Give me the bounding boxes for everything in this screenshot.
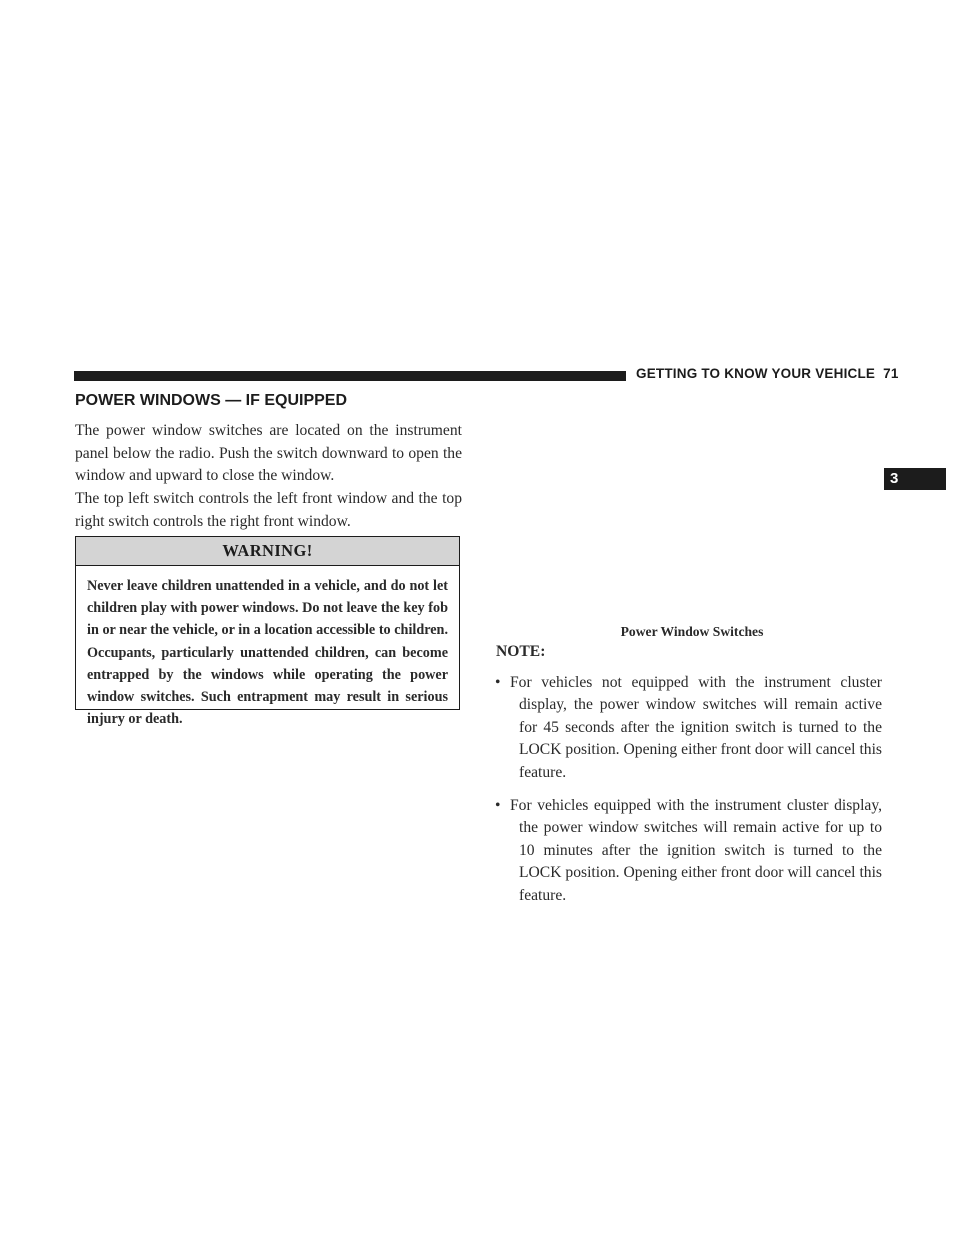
body-paragraph: The power window switches are located on the instrument panel below the radio. Push the switch downward to open the window and upward to close the window. — [75, 422, 462, 484]
warning-box — [75, 536, 460, 728]
chapter-title: GETTING TO KNOW YOUR VEHICLE — [636, 366, 876, 381]
note-label: NOTE: — [496, 643, 546, 660]
running-header — [636, 366, 899, 381]
list-item-text: For vehicles not equipped with the instrument cluster display, the power window switches will remain active for 45 seconds after the ignition switch is turned to the LOCK position. Opening either front door will cancel this feature. — [510, 674, 882, 781]
list-item — [496, 795, 882, 907]
section-title: POWER WINDOWS — IF EQUIPPED — [75, 392, 348, 409]
bullet-icon: • — [495, 674, 501, 691]
figure-caption: Power Window Switches — [620, 624, 764, 639]
header-rule — [74, 371, 626, 381]
page-number: 71 — [883, 366, 899, 381]
list-item — [496, 672, 882, 784]
list-item-text: For vehicles equipped with the instrument cluster display, the power window switches will remain active for up to 10 minutes after the ignition switch is turned to the LOCK position. Opening either front door will cancel this feature. — [510, 797, 882, 904]
note-list — [496, 672, 882, 918]
body-paragraph: The top left switch controls the left front window and the top right switch controls the right front window. — [75, 490, 462, 530]
warning-text: Never leave children unattended in a vehicle, and do not let children play with power windows. Do not leave the key fob in or near the vehicle, or in a location accessible to children. Occupants, particularly unattended children, can become entrapped by the windows while operating the power window switches. Such entrapment may result in serious injury or death. — [87, 578, 448, 728]
bullet-icon: • — [495, 797, 501, 815]
warning-title: WARNING! — [76, 537, 459, 566]
chapter-tab: 3 — [884, 468, 946, 490]
